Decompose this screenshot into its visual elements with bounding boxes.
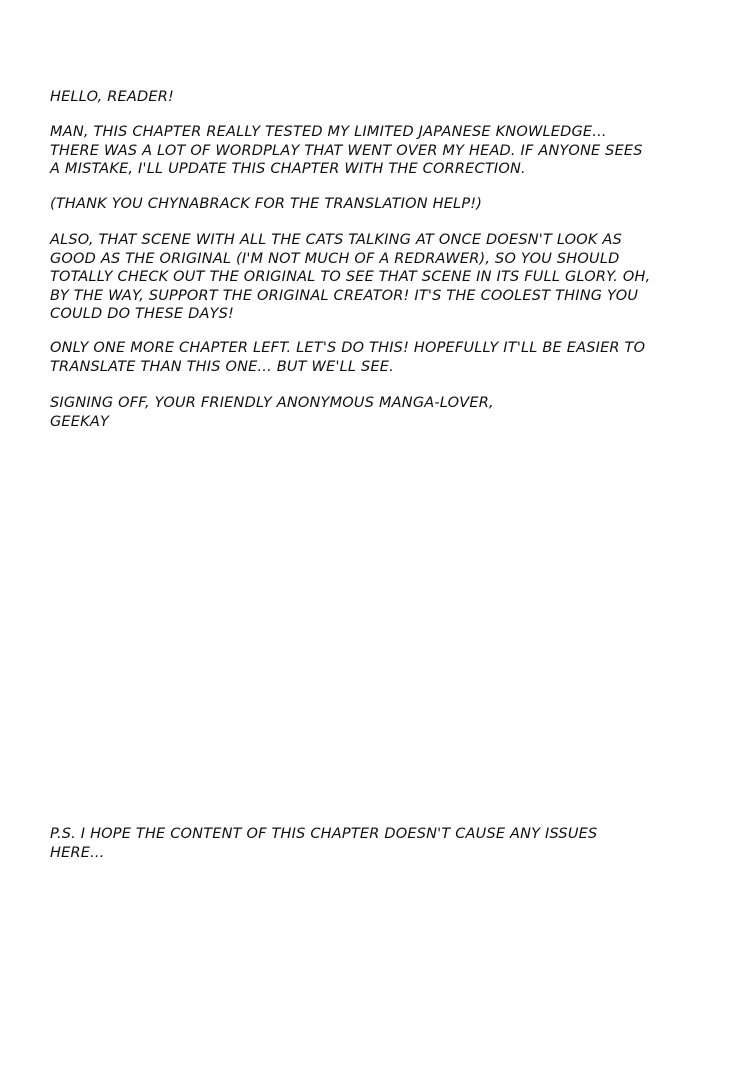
paragraph-thanks	[50, 195, 730, 214]
postscript-text: P.S. I HOPE THE CONTENT OF THIS CHAPTER DOESN'T CAUSE ANY ISSUES HERE...	[50, 826, 598, 861]
paragraph-wordplay-text: MAN, THIS CHAPTER REALLY TESTED MY LIMITED JAPANESE KNOWLEDGE... THERE WAS A LOT OF WORDPLAY THAT WENT OVER MY HEAD. IF ANYONE SEES A MISTAKE, I'LL UPDATE THIS CHAPTER WITH THE CORRECTION.	[50, 124, 643, 177]
greeting	[50, 88, 730, 107]
paragraph-last-chapter-text: ONLY ONE MORE CHAPTER LEFT. LET'S DO THIS! HOPEFULLY IT'LL BE EASIER TO TRANSLATE THAN THIS ONE... BUT WE'LL SEE.	[50, 340, 646, 375]
paragraph-thanks-text: (THANK YOU CHYNABRACK FOR THE TRANSLATION HELP!)	[50, 196, 483, 212]
postscript	[50, 825, 730, 862]
signoff-block	[50, 394, 730, 431]
signoff-text: SIGNING OFF, YOUR FRIENDLY ANONYMOUS MANGA-LOVER,	[50, 395, 494, 411]
paragraph-wordplay	[50, 123, 730, 179]
paragraph-cats-scene-text: ALSO, THAT SCENE WITH ALL THE CATS TALKING AT ONCE DOESN'T LOOK AS GOOD AS THE ORIGINAL (I'M NOT MUCH OF A REDRAWER), SO YOU SHOULD TOTALLY CHECK OUT THE ORIGINAL TO SEE THAT SCENE IN ITS FULL GLORY. OH, BY THE WAY, SUPPORT THE ORIGINAL CREATOR! IT'S THE COOLEST THING YOU COULD DO THESE DAYS!	[50, 232, 651, 322]
greeting-text: HELLO, READER!	[50, 89, 174, 105]
signature: GEEKAY	[50, 413, 110, 430]
paragraph-last-chapter	[50, 339, 730, 376]
paragraph-cats-scene	[50, 231, 730, 324]
